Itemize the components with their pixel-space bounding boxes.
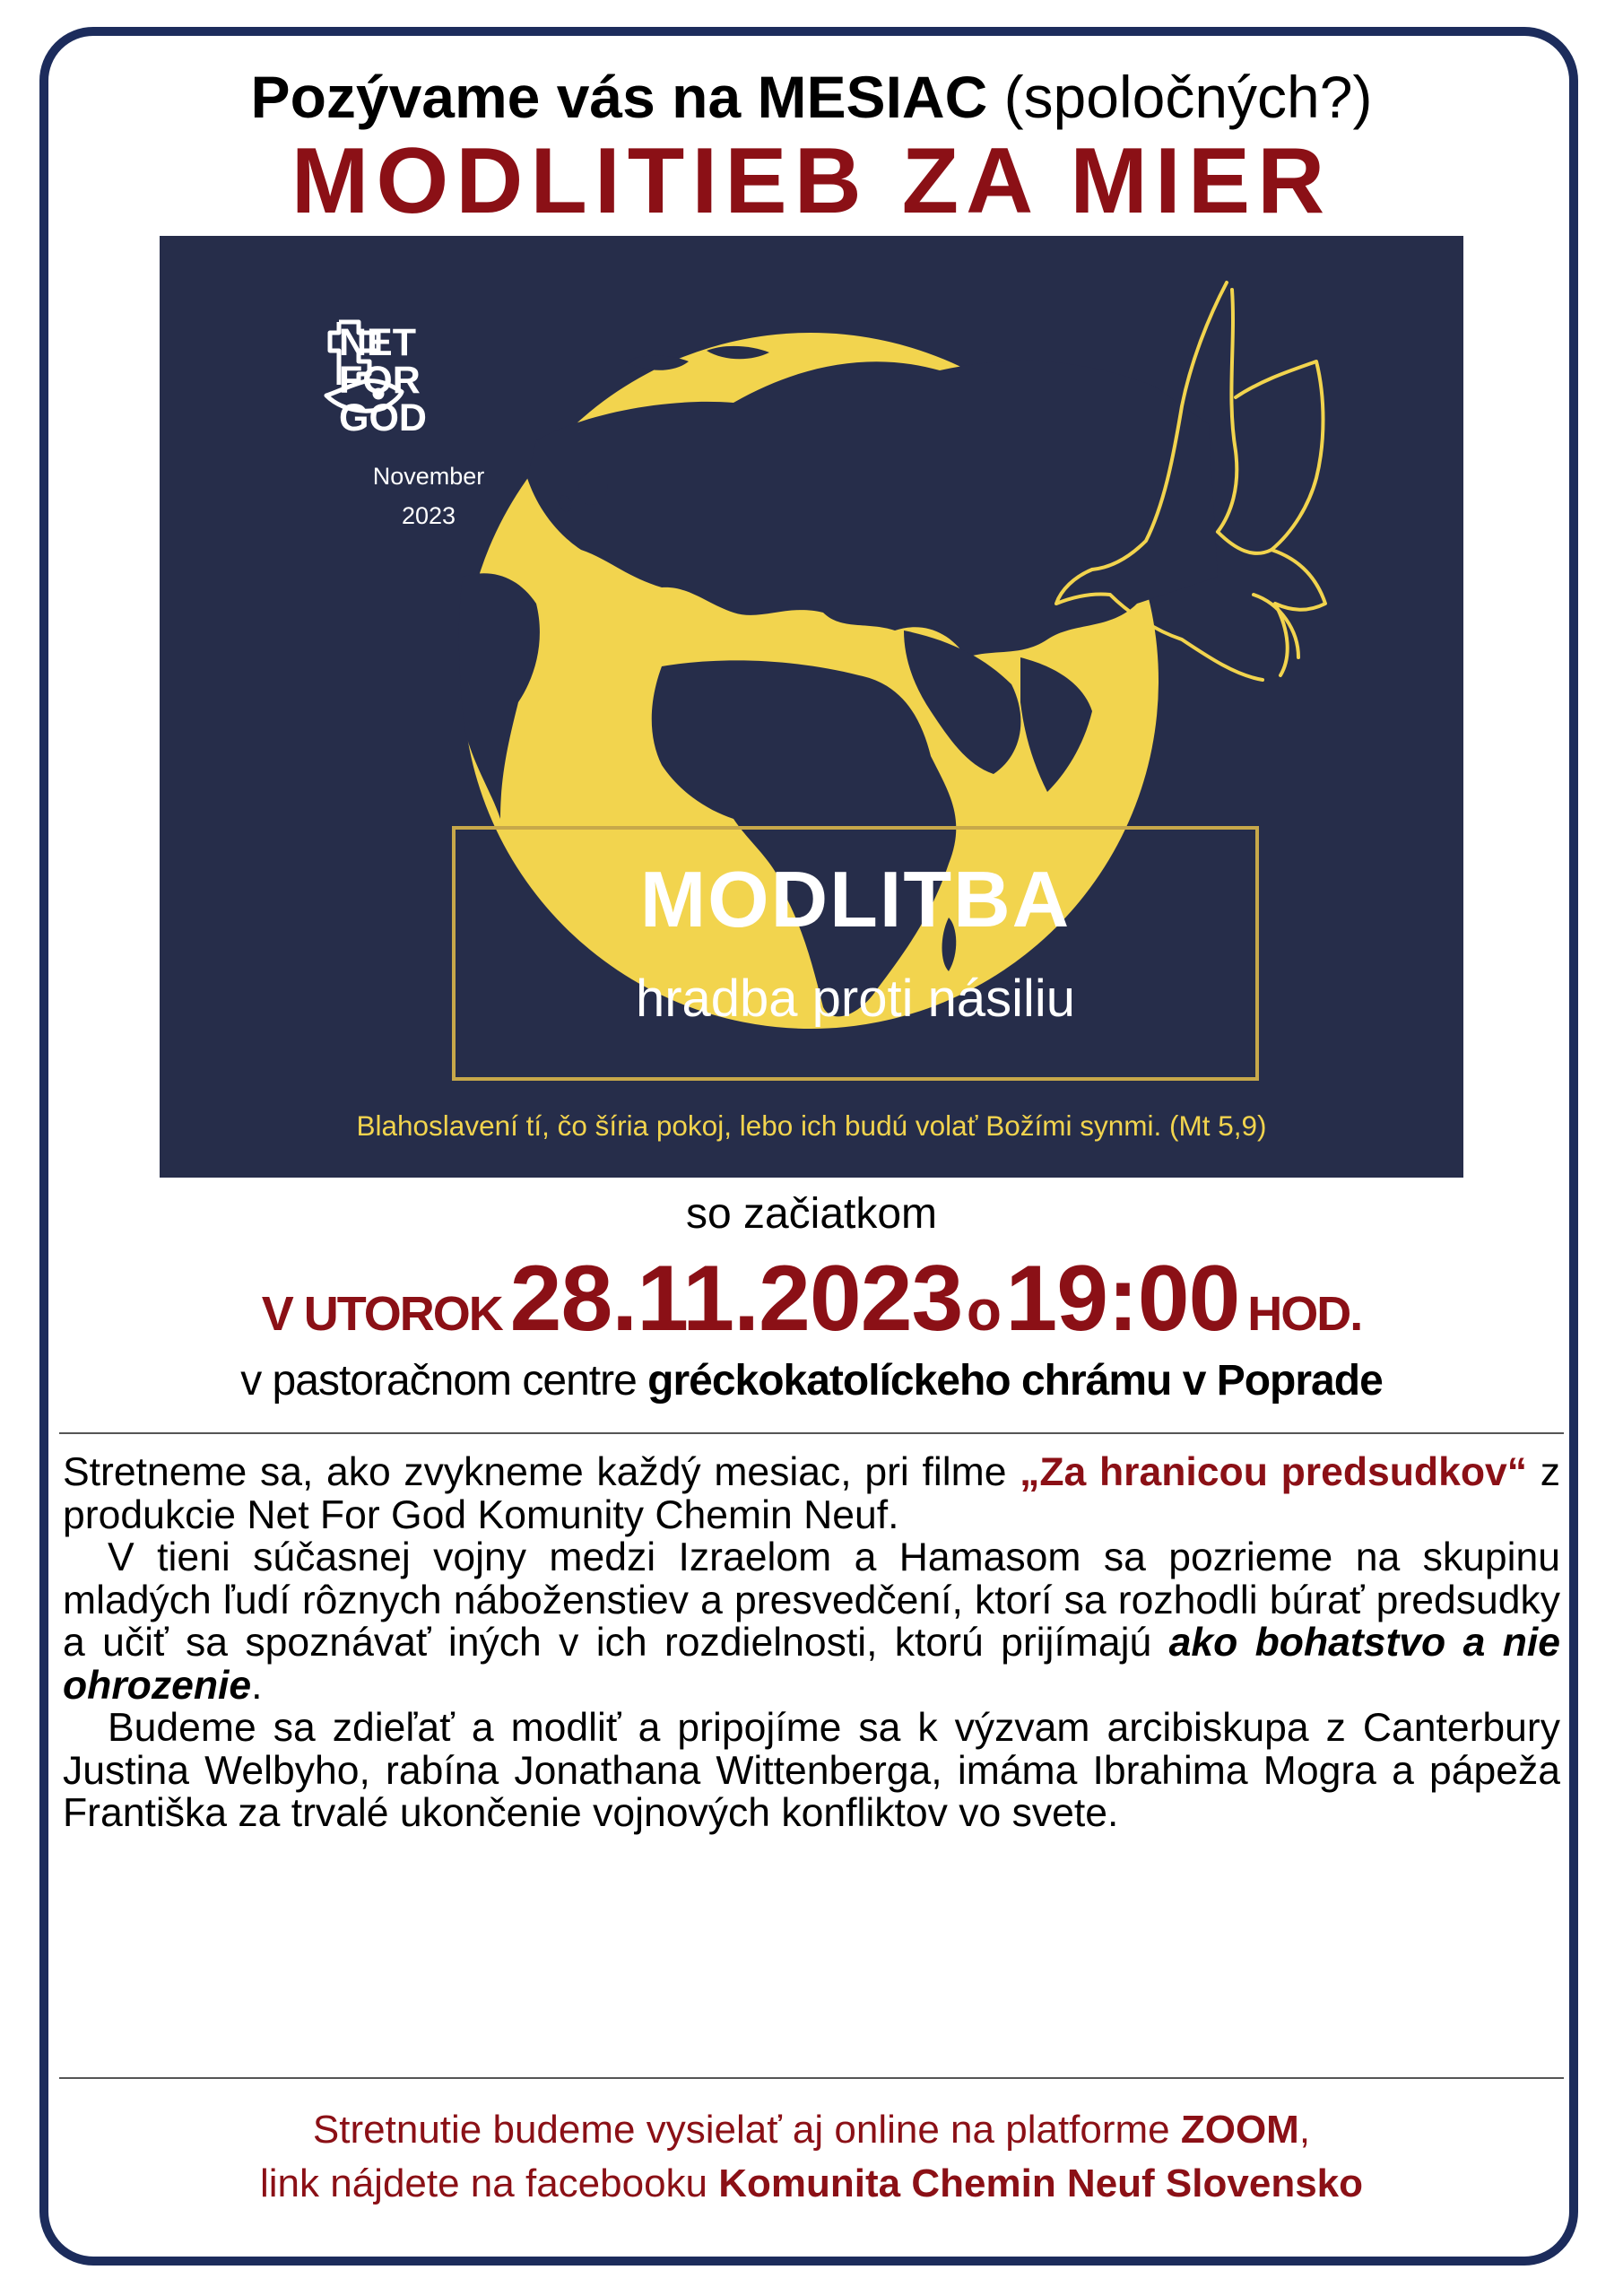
event-unit: HOD.: [1247, 1287, 1362, 1341]
place-name: gréckokatolíckeho chrámu v Poprade: [647, 1357, 1383, 1405]
divider: [59, 1432, 1564, 1434]
online-line-zoom: [0, 2103, 1623, 2157]
bible-verse: Blahoslavení tí, čo šíria pokoj, lebo ich budú volať Božími synmi. (Mt 5,9): [356, 1109, 1267, 1142]
banner-subheadline: hradba proti násiliu: [635, 970, 1076, 1028]
film-title: „Za hranicou predsudkov“: [1020, 1450, 1528, 1494]
paragraph-context-text: V tieni súčasnej vojny medzi Izraelom a Hamasom sa pozrieme na skupinu mladých ľudí rôznych náboženstiev a presvedčení, ktorí sa rozhodli búrať predsudky a učiť sa spoznávať iných v ich rozdielnosti, ktorú prijímajú: [63, 1535, 1560, 1665]
logo-line-god: GOD: [339, 396, 427, 439]
zoom-platform: ZOOM: [1180, 2108, 1299, 2152]
logo-month: November: [372, 463, 485, 490]
paragraph-film-tail: z produkcie Net For God Komunity Chemin Neuf.: [63, 1450, 1560, 1537]
divider: [59, 2077, 1564, 2079]
paragraph-context-tail: .: [251, 1663, 263, 1708]
zoom-comma: ,: [1298, 2108, 1311, 2152]
logo-line-net: NET: [339, 321, 416, 364]
poster-title: MODLITIEB ZA MIER: [291, 129, 1332, 233]
event-place: [0, 1352, 1623, 1410]
logo-year: 2023: [401, 502, 456, 529]
paragraph-context: [63, 1536, 1560, 1707]
invitation-paren: (spoločných?): [1003, 64, 1373, 130]
paragraph-film-text: Stretneme sa, ako zvykneme každý mesiac, pri filme: [63, 1450, 1020, 1494]
event-date: 28.11.2023: [509, 1247, 963, 1351]
banner-headline: MODLITBA: [639, 855, 1072, 944]
invitation-main: Pozývame vás na MESIAC: [250, 64, 988, 130]
logo-date: [321, 457, 536, 535]
start-text: so začiatkom: [685, 1190, 938, 1238]
logo-line-for: FOR: [339, 359, 421, 402]
event-description: [63, 1451, 1560, 1835]
emphasis-text: ako bohatstvo a nie ohrozenie: [63, 1621, 1560, 1708]
event-time: 19:00: [1005, 1247, 1240, 1351]
facebook-text: link nájdete na facebooku: [259, 2161, 719, 2205]
paragraph-prayer: Budeme sa zdieľať a modliť a pripojíme sa k výzvam arcibiskupa z Canterbury Justina Welbyho, rabína Jonathana Wittenberga, imáma Ibrahima Mogra a pápeža Františka za trvalé ukončenie vojnových konfliktov vo svete.: [63, 1706, 1560, 1835]
facebook-page-name: Komunita Chemin Neuf Slovensko: [718, 2161, 1364, 2205]
online-info: [0, 2103, 1623, 2211]
net-for-god-logo: [339, 321, 464, 439]
net-for-god-banner: [160, 236, 1463, 1178]
zoom-text: Stretnutie budeme vysielať aj online na platforme: [312, 2108, 1181, 2152]
paragraph-film: [63, 1451, 1560, 1536]
invitation-line: [0, 61, 1623, 133]
place-prefix: v pastoračnom centre: [240, 1357, 637, 1405]
event-day: V UTOROK: [261, 1287, 502, 1341]
event-at: o: [966, 1278, 1002, 1343]
online-line-facebook: [0, 2157, 1623, 2211]
